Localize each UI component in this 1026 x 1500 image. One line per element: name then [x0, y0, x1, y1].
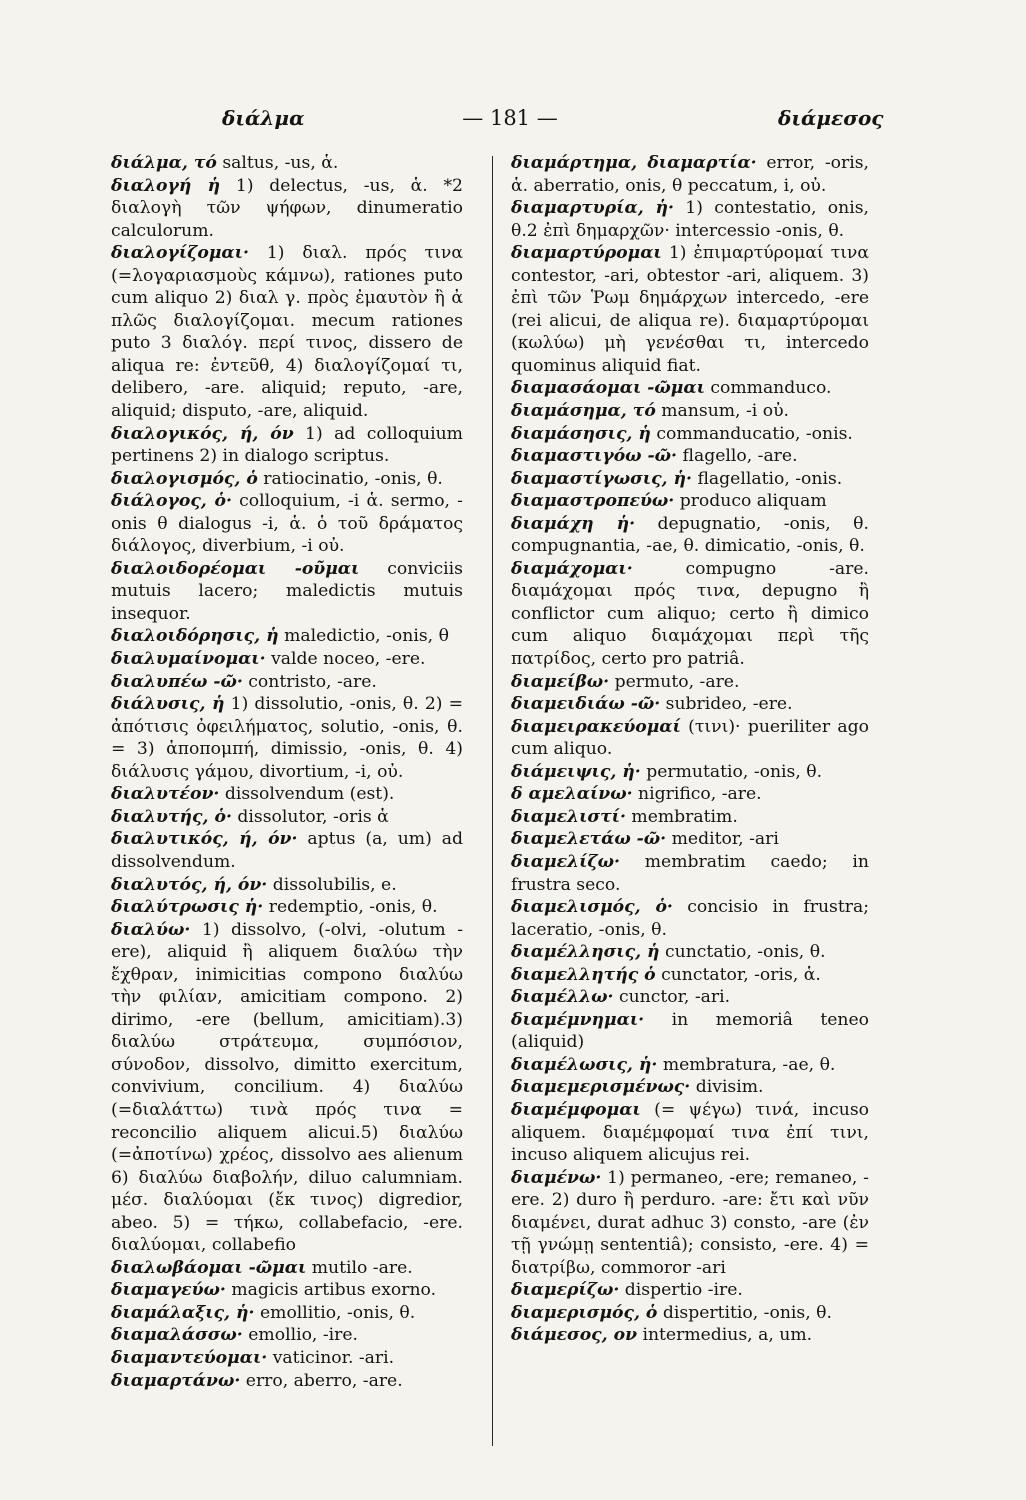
entry-headword: διαμασάομαι -ῶμαι: [511, 378, 705, 399]
dictionary-entry: [511, 197, 869, 242]
entry-headword: διάλμα, τό: [111, 153, 217, 173]
entry-headword: διαμαρτυρία, ἡ·: [511, 198, 674, 219]
dictionary-entry: [511, 1167, 869, 1280]
entry-definition: (= ψέγω) τινά, incuso aliquem. διαμέμφομαί τινα ἐπί τινι, incuso aliquem alicujus rei.: [511, 1099, 869, 1166]
dictionary-entry: [511, 423, 869, 446]
entry-headword: διαμαγεύω·: [111, 1280, 226, 1301]
entry-headword: διάλυσις, ἡ: [111, 694, 225, 715]
entry-definition: dispertio -ire.: [619, 1280, 743, 1301]
dictionary-entry: [111, 671, 463, 694]
dictionary-entry: [111, 919, 463, 1257]
entry-definition: (τινι)· pueriliter ago cum aliquo.: [511, 716, 869, 760]
dictionary-entry: [111, 1257, 463, 1280]
entry-headword: διαμάχομαι·: [511, 558, 633, 579]
entry-headword: διαμεμερισμένως·: [511, 1077, 691, 1098]
entry-headword: διαλυτός, ή, όν·: [111, 874, 268, 895]
entry-definition: cunctor, -ari.: [613, 987, 731, 1008]
dictionary-entry: [111, 490, 463, 558]
entry-headword: διαλογικός, ή, όν: [111, 423, 294, 444]
entry-headword: διαλοιδόρησις, ἡ: [111, 626, 279, 647]
entry-headword: διαλογή ἡ: [111, 175, 221, 196]
entry-definition: 1) dissolutio, -onis, θ. 2) = ἀπότισις ὀφειλήματος, solutio, -onis, θ. = 3) ἀποπομπή, dimissio, -onis, θ. 4) διάλυσις γάμου, divortium, -i, οὐ.: [111, 694, 463, 782]
dictionary-entry: [111, 1302, 463, 1325]
entry-definition: subrideo, -ere.: [660, 694, 793, 715]
entry-headword: διάλογος, ὁ·: [111, 491, 232, 512]
dictionary-entry: [511, 806, 869, 829]
entry-definition: conviciis mutuis lacero; maledictis mutuis insequor.: [111, 558, 463, 624]
dictionary-entry: [111, 242, 463, 422]
entry-definition: intermedius, a, um.: [637, 1325, 813, 1346]
entry-headword: διαμείβω·: [511, 671, 610, 692]
entry-definition: cunctator, -oris, ἁ.: [655, 964, 821, 985]
entry-headword: διαμένω·: [511, 1167, 602, 1188]
entry-definition: maledictio, -onis, θ: [278, 626, 449, 647]
entry-definition: vaticinor. -ari.: [267, 1347, 395, 1368]
entry-headword: διάμειψις, ἡ·: [511, 761, 641, 782]
dictionary-entry: [511, 851, 869, 896]
dictionary-entry: [511, 671, 869, 694]
entry-headword: διαλυμαίνομαι·: [111, 649, 266, 670]
entry-definition: 1) dissolvo, (-olvi, -olutum -ere), aliquid ἢ aliquem διαλύω τὴν ἔχθραν, inimicitias compono διαλύω τὴν φιλίαν, amicitiam compono. 2) dirimo, -ere (bellum, amicitiam).3) διαλύω στράτευμα, συμπόσιον, σύνοδον, dissolvo, dimitto exercitum, convivium, concilium. 4) διαλύω (=διαλάττω) τινὰ πρός τινα = reconcilio aliquem alicui.5) διαλύω (=ἀποτίνω) χρέος, dissolvo aes alienum 6) διαλύω διαβολήν, diluo calumniam. μέσ. διαλύομαι (ἔκ τινος) digredior, abeo. 5) = τήκω, collabefacio, -ere. διαλύομαι, collabefio: [111, 919, 463, 1256]
entry-headword: διαμελετάω -ῶ·: [511, 829, 667, 850]
entry-definition: 1) διαλ. πρός τινα (=λογαριασμοὺς κάμνω), rationes puto cum aliquo 2) διαλ γ. πρὸς ἐμαυτὸν ἢ ἀ πλῶς διαλογίζομαι. mecum rationes puto 3 διαλόγ. περί τινος, dissero de aliqua re: ἐντεῦθ, 4) διαλογίζομαί τι, delibero, -are. aliquid; reputo, -are, aliquid; disputo, -are, aliquid.: [111, 243, 463, 422]
right-column: [511, 152, 869, 1347]
dictionary-entry: [511, 828, 869, 851]
dictionary-entry: [511, 1054, 869, 1077]
entry-definition: flagellatio, -onis.: [691, 468, 843, 489]
entry-headword: διαμάσημα, τό: [511, 401, 656, 422]
entry-headword: διαμέμφομαι: [511, 1099, 641, 1120]
dictionary-entry: [111, 1347, 463, 1370]
dictionary-entry: [111, 1279, 463, 1302]
entry-definition: nigrifico, -are.: [632, 784, 762, 805]
entry-definition: in memoriâ teneo (aliquid): [511, 1009, 869, 1053]
entry-headword: διαμάχη ἡ·: [511, 513, 636, 534]
dictionary-entry: [111, 874, 463, 897]
entry-headword: διαμελλητής ὁ: [511, 964, 656, 985]
entry-headword: διαλύτρωσις ἡ·: [111, 897, 264, 918]
dictionary-entry: [111, 152, 463, 175]
page-number: — 181 —: [462, 106, 558, 130]
entry-headword: διαμαστίγωσις, ἡ·: [511, 468, 692, 489]
entry-headword: διαλοιδορέομαι -οῦμαι: [111, 558, 360, 579]
entry-headword: διαμειδιάω -ῶ·: [511, 694, 661, 715]
entry-headword: διαμελισμός, ὁ·: [511, 897, 673, 918]
entry-headword: διαμελίζω·: [511, 851, 620, 872]
entry-definition: 1) permaneo, -ere; remaneo, -ere. 2) duro ἢ perduro. -are: ἔτι καὶ νῦν διαμένει, durat adhuc 3) consto, -are (ἐν τῇ γνώμῃ sententiâ); consisto, -ere. 4) = διατρίβω, commoror -ari: [511, 1167, 869, 1278]
entry-definition: 1) ad colloquium pertinens 2) in dialogo scriptus.: [111, 423, 463, 467]
entry-definition: aptus (a, um) ad dissolvendum.: [111, 829, 464, 872]
dictionary-entry: [511, 716, 869, 761]
entry-headword: διαμαστιγόω -ῶ·: [511, 446, 678, 467]
entry-headword: διάμεσος, ον: [511, 1325, 637, 1346]
entry-definition: dissolvendum (est).: [219, 784, 395, 805]
entry-definition: dissolutor, -oris ἁ: [231, 806, 389, 827]
entry-definition: depugnatio, -onis, θ. compugnantia, -ae, θ. dimicatio, -onis, θ.: [511, 513, 869, 557]
entry-headword: διαμάρτημα, διαμαρτία·: [511, 153, 757, 173]
entry-definition: 1) ἐπιμαρτύρομαί τινα contestor, -ari, obtestor -ari, aliquem. 3) ἐπὶ τῶν Ῥωμ δημάρχων intercedo, -ere (rei alicui, de aliqua re). διαμαρτύρομαι (κωλύω) μὴ γενέσθαι τι, intercedo quominus aliquid fiat.: [511, 243, 869, 376]
entry-definition: ratiocinatio, -onis, θ.: [257, 468, 443, 489]
dictionary-entry: [111, 648, 463, 671]
dictionary-entry: [511, 1324, 869, 1347]
entry-definition: mansum, -i οὐ.: [655, 401, 790, 422]
entry-headword: διαλύω·: [111, 919, 191, 940]
left-guide-word: διάλμα: [222, 106, 305, 130]
entry-headword: διαλυπέω -ῶ·: [111, 671, 243, 692]
dictionary-entry: [511, 1279, 869, 1302]
entry-definition: dissolubilis, e.: [267, 874, 397, 895]
entry-definition: concisio in frustra; laceratio, -onis, θ.: [511, 897, 869, 940]
dictionary-entry: [511, 986, 869, 1009]
dictionary-entry: [111, 423, 463, 468]
entry-headword: διαμελιστί·: [511, 806, 626, 827]
entry-definition: 1) delectus, -us, ἁ. *2 διαλογὴ τῶν ψήφων, dinumeratio calculorum.: [111, 175, 463, 241]
dictionary-entry: [511, 490, 869, 513]
entry-definition: permuto, -are.: [609, 671, 740, 692]
dictionary-entry: [111, 558, 463, 626]
dictionary-entry: [511, 1076, 869, 1099]
entry-headword: διαλωβάομαι -ῶμαι: [111, 1257, 307, 1278]
dictionary-entry: [111, 175, 463, 243]
dictionary-entry: [511, 400, 869, 423]
dictionary-entry: [511, 783, 869, 806]
entry-definition: dispertitio, -onis, θ.: [657, 1302, 832, 1323]
dictionary-entry: [511, 761, 869, 784]
dictionary-entry: [511, 1302, 869, 1325]
entry-definition: produco aliquam: [674, 491, 827, 512]
dictionary-entry: [511, 558, 869, 671]
entry-headword: διαμερισμός, ὁ: [511, 1302, 658, 1323]
entry-headword: διαμάλαξις, ἡ·: [111, 1302, 255, 1323]
dictionary-entry: [111, 693, 463, 783]
entry-definition: magicis artibus exorno.: [225, 1280, 437, 1301]
entry-definition: contristo, -are.: [242, 671, 377, 692]
entry-headword: διαλυτής, ὁ·: [111, 806, 232, 827]
dictionary-entry: [511, 152, 869, 197]
dictionary-entry: [511, 513, 869, 558]
entry-definition: meditor, -ari: [666, 829, 779, 850]
dictionary-entry: [111, 1324, 463, 1347]
dictionary-entry: [511, 242, 869, 377]
entry-headword: διαμέλλησις, ἡ: [511, 942, 660, 963]
dictionary-entry: [511, 468, 869, 491]
entry-definition: membratura, -ae, θ.: [657, 1054, 836, 1075]
entry-definition: commanducatio, -onis.: [650, 423, 853, 444]
entry-definition: 1) contestatio, onis, θ.2 ἐπὶ δημαρχῶν· intercessio -onis, θ.: [511, 198, 869, 241]
entry-headword: διαλογισμός, ὁ: [111, 468, 258, 489]
entry-headword: διαμαρτύρομαι: [511, 243, 662, 264]
entry-headword: δ αμελαίνω·: [511, 784, 633, 805]
entry-definition: emollitio, -onis, θ.: [254, 1302, 416, 1323]
entry-headword: διαμέλωσις, ἡ·: [511, 1054, 658, 1075]
entry-headword: διαμέμνημαι·: [511, 1009, 645, 1030]
entry-headword: διαλογίζομαι·: [111, 243, 249, 264]
dictionary-entry: [511, 1009, 869, 1054]
entry-headword: διαμαντεύομαι·: [111, 1347, 268, 1368]
dictionary-entry: [511, 941, 869, 964]
entry-definition: permutatio, -onis, θ.: [640, 761, 823, 782]
entry-definition: divisim.: [690, 1077, 764, 1098]
dictionary-entry: [111, 806, 463, 829]
entry-headword: διαμειρακεύομαί: [511, 716, 681, 737]
entry-definition: commanduco.: [704, 378, 832, 399]
entry-headword: διαμαστροπεύω·: [511, 491, 675, 512]
dictionary-entry: [511, 964, 869, 987]
left-column: [111, 152, 463, 1392]
entry-headword: διαμαρτάνω·: [111, 1370, 241, 1391]
dictionary-entry: [511, 1099, 869, 1167]
entry-headword: διαμάσησις, ἡ: [511, 423, 651, 444]
entry-definition: error, -oris, ἁ. aberratio, onis, θ peccatum, i, οὐ.: [511, 153, 869, 196]
dictionary-entry: [111, 468, 463, 491]
entry-definition: colloquium, -i ἁ. sermo, -onis θ dialogus -i, ἁ. ὁ τοῦ δράματος διάλογος, diverbium, -i οὐ.: [111, 491, 463, 557]
entry-headword: διαλυτικός, ή, όν·: [111, 829, 298, 850]
entry-definition: redemptio, -onis, θ.: [263, 897, 438, 918]
entry-definition: erro, aberro, -are.: [240, 1370, 403, 1391]
entry-definition: compugno -are. διαμάχομαι πρός τινα, depugno ἢ conflictor cum aliquo; certo ἢ dimico cum aliquo διαμάχομαι περὶ τῆς πατρίδος, certo pro patriâ.: [511, 558, 869, 670]
entry-definition: valde noceo, -ere.: [265, 649, 426, 670]
entry-definition: membratim caedo; in frustra seco.: [511, 851, 869, 895]
entry-headword: διαλυτέον·: [111, 784, 220, 805]
column-divider: [492, 156, 493, 1446]
dictionary-entry: [511, 445, 869, 468]
dictionary-entry: [511, 377, 869, 400]
page-header: [0, 98, 1026, 138]
dictionary-entry: [111, 896, 463, 919]
dictionary-entry: [111, 828, 463, 873]
dictionary-entry: [111, 783, 463, 806]
right-guide-word: διάμεσος: [778, 106, 884, 130]
entry-headword: διαμέλλω·: [511, 987, 614, 1008]
dictionary-entry: [111, 1370, 463, 1393]
entry-headword: διαμερίζω·: [511, 1280, 620, 1301]
entry-definition: membratim.: [625, 806, 738, 827]
entry-definition: flagello, -are.: [677, 446, 798, 467]
dictionary-entry: [111, 625, 463, 648]
entry-definition: cunctatio, -onis, θ.: [659, 942, 826, 963]
dictionary-entry: [511, 693, 869, 716]
entry-definition: emollio, -ire.: [242, 1325, 358, 1346]
dictionary-entry: [511, 896, 869, 941]
entry-definition: saltus, -us, ἁ.: [216, 153, 339, 173]
entry-headword: διαμαλάσσω·: [111, 1325, 243, 1346]
entry-definition: mutilo -are.: [306, 1257, 413, 1278]
